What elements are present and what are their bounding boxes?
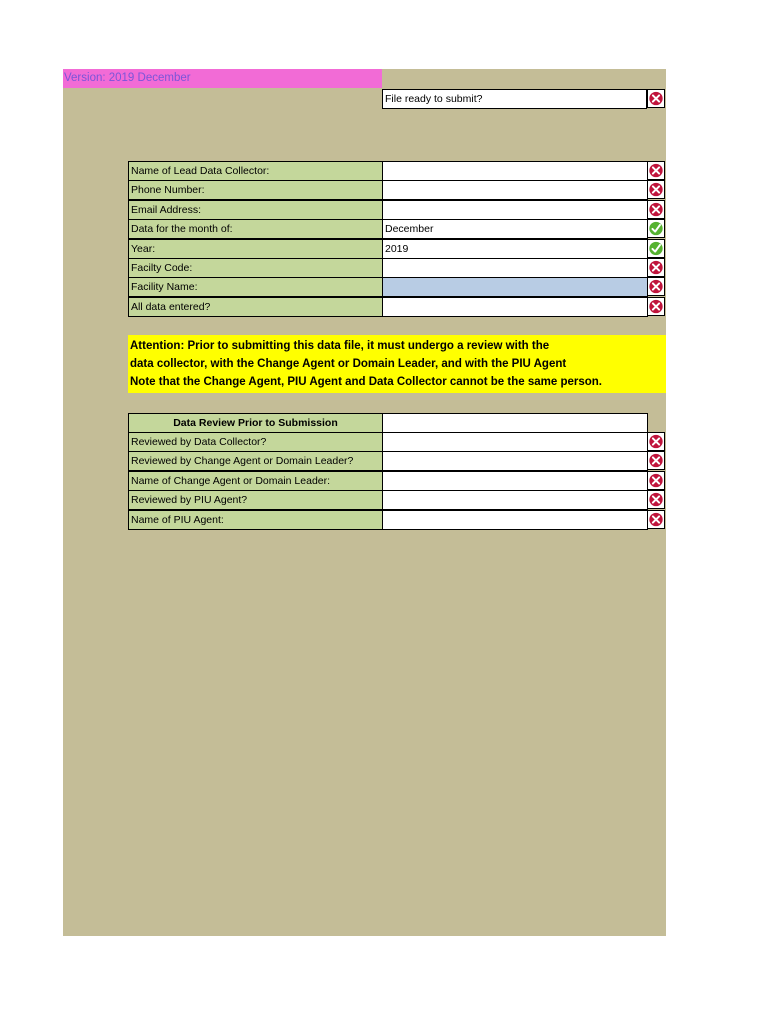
collector-row-input[interactable] [382,258,648,278]
collector-row-input[interactable] [382,297,648,317]
review-row-input[interactable] [382,432,648,452]
x-circle-icon [647,180,665,199]
x-circle-icon [647,200,665,219]
collector-row-input[interactable] [382,200,648,220]
attention-line: Attention: Prior to submitting this data file, it must undergo a review with the [130,340,550,352]
collector-row-label: All data entered? [128,297,383,317]
review-row-input[interactable] [382,451,648,471]
collector-row-label: Facilty Code: [128,258,383,278]
check-circle-icon [647,219,665,238]
collector-row-label: Facility Name: [128,277,383,297]
collector-row-label: Data for the month of: [128,219,383,239]
x-circle-icon [647,432,665,451]
version-label: Version: 2019 December [63,69,382,88]
review-row-label: Reviewed by Data Collector? [128,432,383,452]
collector-row-label: Name of Lead Data Collector: [128,161,383,181]
submit-ready-label: File ready to submit? [382,89,647,109]
review-row-label: Reviewed by PIU Agent? [128,490,383,510]
review-row-input[interactable] [382,490,648,510]
x-circle-icon [647,297,665,316]
collector-row-input[interactable]: 2019 [382,239,648,259]
collector-row-input[interactable] [382,277,648,297]
collector-row-label: Year: [128,239,383,259]
attention-notice [128,335,666,393]
collector-row-input[interactable]: December [382,219,648,239]
review-row-input[interactable] [382,510,648,530]
review-row-input[interactable] [382,471,648,491]
attention-line: data collector, with the Change Agent or Domain Leader, and with the PIU Agent [130,358,567,370]
review-row-label: Reviewed by Change Agent or Domain Leader? [128,451,383,471]
check-circle-icon [647,239,665,258]
attention-line: Note that the Change Agent, PIU Agent and Data Collector cannot be the same person. [130,376,602,388]
review-row-label: Name of Change Agent or Domain Leader: [128,471,383,491]
x-circle-icon [647,258,665,277]
x-circle-icon [647,161,665,180]
collector-row-input[interactable] [382,161,648,181]
x-circle-icon [647,510,665,529]
x-circle-icon [647,490,665,509]
collector-row-label: Email Address: [128,200,383,220]
review-table-header: Data Review Prior to Submission [128,413,383,433]
x-circle-icon [647,277,665,296]
collector-row-label: Phone Number: [128,180,383,200]
x-circle-icon [647,471,665,490]
review-header-blank-cell [382,413,648,433]
x-circle-icon [647,451,665,470]
review-row-label: Name of PIU Agent: [128,510,383,530]
collector-row-input[interactable] [382,180,648,200]
x-circle-icon [647,89,665,108]
